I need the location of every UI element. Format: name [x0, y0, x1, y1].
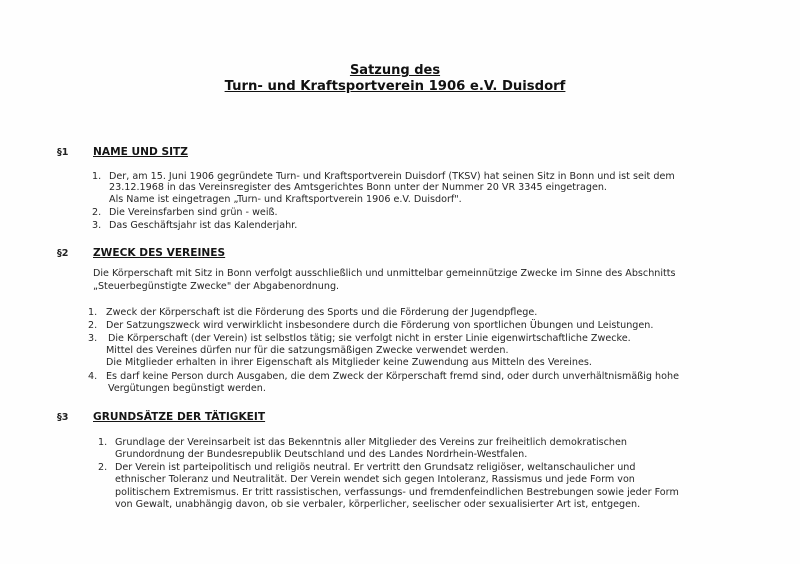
list-text-line: Es darf keine Person durch Ausgaben, die dem Zweck der Körperschaft fremd sind, oder durch unverhältnismäßig hohe — [106, 371, 679, 382]
list-text-line: Als Name ist eingetragen „Turn- und Kraftsportverein 1906 e.V. Duisdorf". — [109, 194, 462, 205]
list-number: 2. — [88, 320, 98, 331]
section-intro-line: Die Körperschaft mit Sitz in Bonn verfolgt ausschließlich und unmittelbar gemeinnützige Zwecke im Sinne des Abschnitts — [93, 268, 676, 279]
section-number: §1 — [57, 147, 69, 158]
list-text-line: 23.12.1968 in das Vereinsregister des Amtsgerichtes Bonn unter der Nummer 20 VR 3345 eingetragen. — [109, 182, 607, 193]
list-text-line: Grundlage der Vereinsarbeit ist das Bekenntnis aller Mitglieder des Vereins zur freiheitlich demokratischen — [115, 437, 627, 448]
list-number: 1. — [92, 171, 102, 182]
section-heading: GRUNDSÄTZE DER TÄTIGKEIT — [93, 411, 266, 423]
list-number: 2. — [98, 462, 108, 473]
section-number: §3 — [57, 412, 69, 423]
list-text-line: Das Geschäftsjahr ist das Kalenderjahr. — [109, 220, 298, 231]
list-text-line: ethnischer Toleranz und Neutralität. Der Verein wendet sich gegen Intoleranz, Rassismus und jede Form von — [115, 474, 635, 485]
list-text-line: Die Körperschaft (der Verein) ist selbstlos tätig; sie verfolgt nicht in erster Linie eigenwirtschaftliche Zwecke. — [108, 333, 631, 344]
list-text-line: Die Mitglieder erhalten in ihrer Eigenschaft als Mitglieder keine Zuwendung aus Mitteln des Vereines. — [106, 357, 592, 368]
document-title-line-1: Satzung des — [349, 63, 441, 78]
list-text-line: Der, am 15. Juni 1906 gegründete Turn- und Kraftsportverein Duisdorf (TKSV) hat seinen Sitz in Bonn und ist seit dem — [109, 171, 675, 182]
list-text-line: Zweck der Körperschaft ist die Förderung des Sports und die Förderung der Jugendpflege. — [106, 307, 538, 318]
document-title-line-2: Turn- und Kraftsportverein 1906 e.V. Duisdorf — [224, 79, 566, 94]
section-number: §2 — [57, 248, 69, 259]
list-text-line: Der Satzungszweck wird verwirklicht insbesondere durch die Förderung von sportlichen Übungen und Leistungen. — [106, 320, 654, 331]
list-number: 2. — [92, 207, 102, 218]
list-number: 3. — [92, 220, 102, 231]
list-text-line: Vergütungen begünstigt werden. — [108, 383, 266, 394]
list-text-line: Mittel des Vereines dürfen nur für die satzungsmäßigen Zwecke verwendet werden. — [106, 345, 509, 356]
list-number: 3. — [88, 333, 98, 344]
list-text-line: Die Vereinsfarben sind grün - weiß. — [109, 207, 278, 218]
list-number: 1. — [88, 307, 98, 318]
list-text-line: Grundordnung der Bundesrepublik Deutschland und des Landes Nordrhein-Westfalen. — [115, 449, 528, 460]
list-number: 4. — [88, 371, 98, 382]
section-intro-line: „Steuerbegünstigte Zwecke" der Abgabenordnung. — [93, 281, 340, 292]
list-text-line: Der Verein ist parteipolitisch und religiös neutral. Er vertritt den Grundsatz religiöser, weltanschaulicher und — [115, 462, 636, 473]
section-heading: ZWECK DES VEREINES — [93, 247, 226, 259]
list-text-line: von Gewalt, unabhängig davon, ob sie verbaler, körperlicher, seelischer oder sexualisierter Art ist, entgegen. — [115, 499, 641, 510]
list-number: 1. — [98, 437, 108, 448]
list-text-line: politischem Extremismus. Er tritt rassistischen, verfassungs- und fremdenfeindlichen Bestrebungen sowie jeder Form — [115, 487, 679, 498]
section-heading: NAME UND SITZ — [93, 146, 188, 158]
